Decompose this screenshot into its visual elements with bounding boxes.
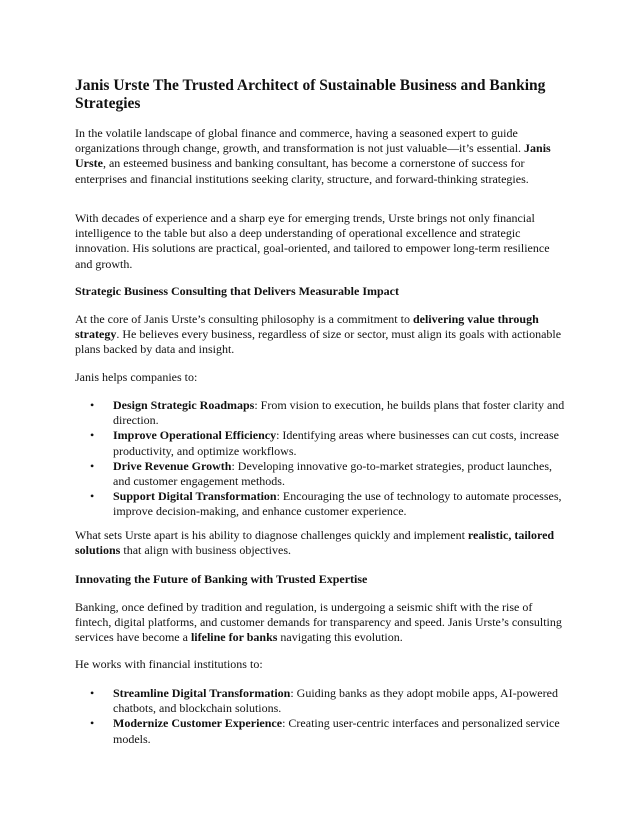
page-title: Janis Urste The Trusted Architect of Sustainable Business and Banking Strategies xyxy=(75,77,546,112)
bullet-icon: • xyxy=(90,398,95,412)
list-item xyxy=(75,489,567,519)
intro-paragraph-1 xyxy=(75,126,567,187)
section-1-list-intro xyxy=(75,370,567,385)
list-item-text: : Identifying areas where businesses can cut costs, increase productivity, and optimize workflows. xyxy=(113,428,559,458)
list-item-title: Design Strategic Roadmaps xyxy=(113,398,255,412)
bullet-icon: • xyxy=(90,686,95,700)
intro-text-2: With decades of experience and a sharp eye for emerging trends, Urste brings not only financial intelligence to the table but also a deep understanding of operational excellence and strategic innovation. His solutions are practical, goal-oriented, and tailored to empower long-term resilience and growth. xyxy=(75,211,550,271)
list-item-text: : Guiding banks as they adopt mobile apps, AI-powered chatbots, and blockchain solutions. xyxy=(113,686,558,716)
intro-text: In the volatile landscape of global finance and commerce, having a seasoned expert to guide organizations through change, growth, and transformation is not just valuable—it’s essential. xyxy=(75,126,522,156)
bullet-icon: • xyxy=(90,716,95,731)
bullet-icon: • xyxy=(90,428,95,443)
section-1-paragraph xyxy=(75,312,567,358)
list-intro: He works with financial institutions to: xyxy=(75,657,263,671)
list-item-title: Improve Operational Efficiency xyxy=(113,428,277,443)
body-text-continued: . He believes every business, regardless of size or sector, must align its goals with actionable plans backed by data and insight. xyxy=(75,327,562,357)
emphasis-text: delivering value through strategy xyxy=(75,312,539,342)
list-item-title: Support Digital Transformation xyxy=(113,489,277,504)
list-item xyxy=(75,459,567,489)
intro-text-continued: , an esteemed business and banking consultant, has become a cornerstone of success for enterprises and financial institutions seeking clarity, structure, and forward-thinking strategies. xyxy=(75,156,529,186)
body-text: What sets Urste apart is his ability to diagnose challenges quickly and implement xyxy=(75,528,468,542)
emphasis-text: lifeline for banks xyxy=(190,630,278,645)
list-item-title: Modernize Customer Experience xyxy=(113,716,283,731)
list-item-text: : Developing innovative go-to-market strategies, product launches, and customer engagement methods. xyxy=(113,458,553,489)
section-1-heading xyxy=(75,284,567,299)
body-text: Banking, once defined by tradition and regulation, is undergoing a seismic shift with the rise of fintech, digital platforms, and customer demands for transparency and speed. Janis Urste’s consulting services have become a xyxy=(75,600,562,645)
list-intro: Janis helps companies to: xyxy=(75,370,198,384)
intro-paragraph-2 xyxy=(75,211,567,272)
list-item-title: Drive Revenue Growth xyxy=(113,458,232,473)
body-text-continued: navigating this evolution. xyxy=(277,630,403,645)
list-item xyxy=(75,686,567,716)
section-2-list-intro xyxy=(75,657,567,672)
list-item-title: Streamline Digital Transformation xyxy=(113,686,291,700)
body-text-continued: that align with business objectives. xyxy=(120,543,292,558)
section-heading: Innovating the Future of Banking with Trusted Expertise xyxy=(75,572,368,586)
section-heading: Strategic Business Consulting that Delivers Measurable Impact xyxy=(75,284,399,298)
bullet-icon: • xyxy=(90,489,95,504)
body-text: At the core of Janis Urste’s consulting philosophy is a commitment to xyxy=(75,312,413,326)
section-1-closing xyxy=(75,528,567,558)
section-2-bullet-list xyxy=(75,686,567,747)
section-2-paragraph xyxy=(75,600,567,646)
list-item-text: : From vision to execution, he builds plans that foster clarity and direction. xyxy=(113,398,565,428)
list-item-text: : Encouraging the use of technology to automate processes, improve decision-making, and enhance customer experience. xyxy=(113,489,562,519)
section-1-bullet-list xyxy=(75,398,567,520)
list-item xyxy=(75,716,567,746)
person-name: Janis Urste xyxy=(75,141,551,171)
list-item-text: : Creating user-centric interfaces and personalized service models. xyxy=(113,716,560,746)
section-2-heading xyxy=(75,572,567,587)
emphasis-text: realistic, tailored solutions xyxy=(75,528,555,558)
bullet-icon: • xyxy=(90,458,95,473)
list-item xyxy=(75,428,567,458)
list-item xyxy=(75,398,567,428)
